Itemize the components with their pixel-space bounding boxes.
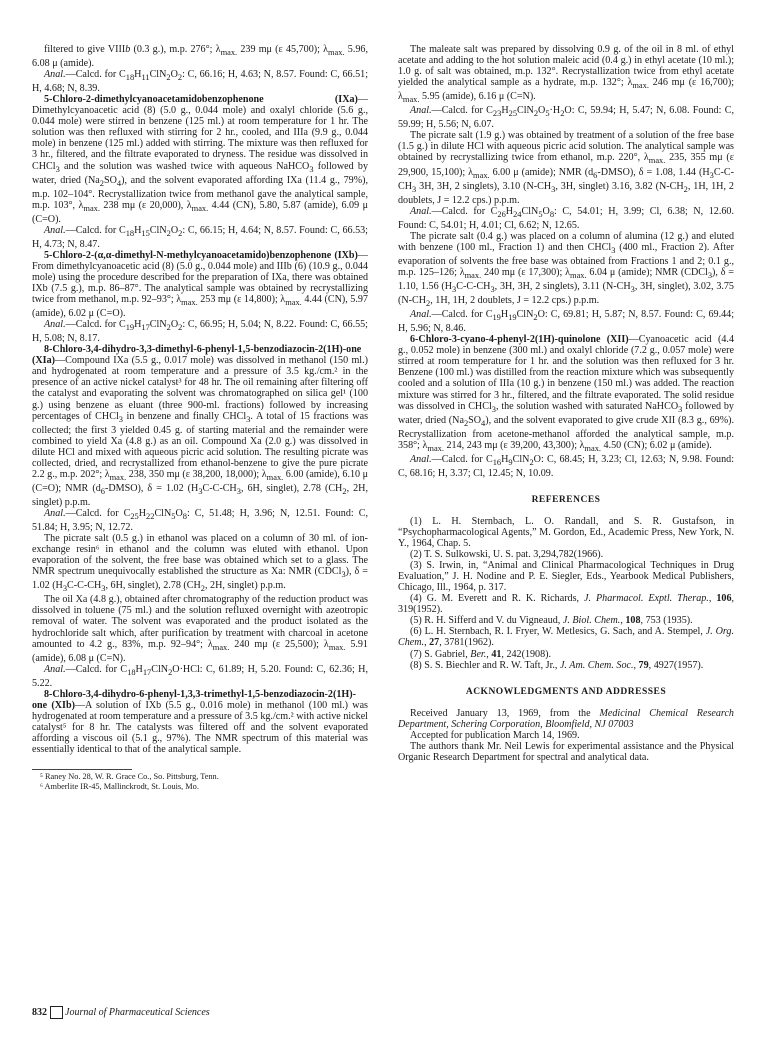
paragraph: The picrate salt (0.4 g.) was placed on a column of alumina (12 g.) and eluted with benzene (100 ml., Fraction 1) and then CHCl$_3$ (400 ml., Fraction 2). After evaporation of solvents the free base was obtained from Fractions 1 and 2; 0.1 g., m.p. 125–126; $\lambda_{max.}$ 240 mμ (ε 17,300); $\lambda_{max.}$ 6.04 μ (amide); NMR (CDCl$_3$), δ = 1.10, 1.56 ($H_3C-C-CH_3$, 3H, 3H, 2 singlets), 3.11 ($N-CH_3$, 3H, singlet), 3.02, 3.75 ($N-CH_2$, 1H, 1H, 2 doublets, J = 12.2 cps.) p.p.m. bbox=[398, 230, 734, 309]
paragraph: Anal.—Calcd. for $C_{19}H_{19}ClN_2O$: C, 69.81; H, 5.87; N, 8.57. Found: C, 69.44; H, 5.96; N, 8.46. bbox=[398, 309, 734, 335]
reference-item: (3) S. Irwin, in, “Animal and Clinical Pharmacological Techniques in Drug Evaluation,” J. H. Nodine and P. E. Siegler, Eds., Yearbook Medical Publishers, Chicago, Ill., 1964, p. 317. bbox=[398, 560, 734, 594]
paragraph: Received January 13, 1969, from the Medicinal Chemical Research Department, Schering Corporation, Bloomfield, NJ 07003 bbox=[398, 707, 734, 730]
paragraph: Anal.—Calcd. for $C_{19}H_{17}ClN_2O_2$: C, 66.95; H, 5.04; N, 8.22. Found: C, 66.55; H, 5.08; N, 8.17. bbox=[32, 319, 368, 345]
paragraph: The oil Xa (4.8 g.), obtained after chromatography of the reduction product was dissolved in toluene (75 ml.) and the solution refluxed overnight with azeotropic removal of water. The solvent was evaporated and the product isolated as the hydrochloride salt which, after purification by treatment with charcoal in acetone amounted to 4.2 g., 83%, m.p. 92–94°; $\lambda_{max.}$ 240 mμ (ε 25,500); $\lambda_{max.}$ 5.91 (amide), 6.08 μ (C=N). bbox=[32, 594, 368, 664]
page-number: 832 bbox=[32, 1007, 47, 1018]
paragraph: Anal.—Calcd. for $C_{18}H_{15}ClN_2O_2$: C, 66.15; H, 4.64; N, 8.57. Found: C, 66.53; H, 4.73; N, 8.47. bbox=[32, 224, 368, 250]
paragraph: Anal.—Calcd. for $C_{25}H_{22}ClN_5O_8$: C, 51.48; H, 3.96; N, 12.51. Found: C, 51.84; H, 3.95; N, 12.72. bbox=[32, 508, 368, 534]
left-column bbox=[32, 44, 368, 791]
paragraph: Accepted for publication March 14, 1969. bbox=[410, 729, 580, 741]
reference-item: (4) G. M. Everett and R. K. Richards, J. Pharmacol. Exptl. Therap., 106, 319(1952). bbox=[398, 593, 735, 616]
reference-item: (8) S. S. Biechler and R. W. Taft, Jr., J. Am. Chem. Soc., 79, 4927(1957). bbox=[410, 659, 704, 671]
paragraph: Anal.—Calcd. for $C_{18}H_{11}ClN_2O_2$: C, 66.16; H, 4.63; N, 8.57. Found: C, 66.51; H, 4.68; N, 8.39. bbox=[32, 69, 368, 95]
paragraph: The authors thank Mr. Neil Lewis for experimental assistance and the Physical Organic Research Department for spectral and analytical data. bbox=[398, 740, 734, 763]
reference-item: (2) T. S. Sulkowski, U. S. pat. 3,294,782(1966). bbox=[410, 549, 604, 561]
reference-item: (7) S. Gabriel, Ber., 41, 242(1908). bbox=[410, 648, 552, 660]
paragraph: 8-Chloro-3,4-dihydro-6-phenyl-1,3,3-trimethyl-1,5-benzodiazocin-2(1H)-one (XIb)—A solution of IXb (5.5 g., 0.016 mole) in methanol (100 ml.) was hydrogenated at room temperature and a pressure of 3.5 kg./cm.² with active nickel catalyst⁵ for 8 hr. The catalysts was filtered off and the solvent evaporated affording a viscous oil (5.1 g., 97%). The NMR spectrum of this material was essentially identical to that of the analytical sample. bbox=[32, 688, 368, 756]
section-heading: ACKNOWLEDGMENTS AND ADDRESSES bbox=[465, 686, 667, 697]
paragraph: The maleate salt was prepared by dissolving 0.9 g. of the oil in 8 ml. of ethyl acetate and adding to the hot solution maleic acid (0.4 g.) in ethyl acetate (10 ml.); 1.0 g. of salt was obtained, m.p. 132°. Recrystallization twice from ethyl acetate yielded the analytical sample as a hydrate, m.p. 132°; $\lambda_{max.}$ 246 mμ (ε 16,700); $\lambda_{max.}$ 5.95 (amide), 6.16 μ (C=N). bbox=[398, 44, 734, 105]
journal-name: Journal of Pharmaceutical Sciences bbox=[65, 1007, 210, 1018]
paragraph: 5-Chloro-2-(α,α-dimethyl-N-methylcyanoacetamido)benzophenone (IXb)—From dimethylcyanoacetic acid (8) (5.0 g., 0.044 mole) and IIIb (6) (10.9 g., 0.044 mole) using the procedure described for the preparation of IXa, there was obtained IXb (7.5 g.), m.p. 86–87°. The analytical sample was obtained by recrystallizing twice from methanol, m.p. 92–93°; $\lambda_{max.}$ 253 mμ (ε 14,800); $\lambda_{max.}$ 4.44 (CN), 5.97 (amide), 6.02 μ (C=O). bbox=[32, 249, 368, 320]
reference-item: (1) L. H. Sternbach, L. O. Randall, and S. R. Gustafson, in “Psychopharmacological Agents,” M. Gordon, Ed., Academic Press, New York, N. Y., 1964, Chap. 5. bbox=[398, 515, 734, 550]
paragraph: Anal.—Calcd. for $C_{18}H_{17}ClN_2O\cdot HCl$: C, 61.89; H, 5.20. Found: C, 62.36; H, 5.22. bbox=[32, 663, 368, 689]
paragraph: Anal.—Calcd. for $C_{16}H_9ClN_2O$: C, 68.45; H, 3.23; Cl, 12.63; N, 9.98. Found: C, 68.16; H, 3.37; Cl, 12.45; N, 10.09. bbox=[398, 453, 734, 479]
page-footer bbox=[32, 1006, 210, 1019]
journal-box-icon bbox=[50, 1006, 63, 1019]
section-heading: REFERENCES bbox=[531, 494, 601, 505]
paragraph: The picrate salt (0.5 g.) in ethanol was placed on a column of 30 ml. of ion-exchange resin⁶ in ethanol and the column was eluted with ethanol. Upon evaporation of the solvent, the free base was obtained which set to a glass. The NMR spectrum unequivocally established the structure as Xa: NMR (CDCl$_3$), δ = 1.02 ($H_3C-C-CH_3$, 6H, singlet), 2.78 ($CH_2$, 2H, singlet) p.p.m. bbox=[32, 533, 368, 594]
reference-item: (5) R. H. Sifferd and V. du Vigneaud, J. Biol. Chem., 108, 753 (1935). bbox=[410, 615, 693, 627]
footnote: ⁶ Amberlite IR-45, Mallinckrodt, St. Louis, Mo. bbox=[40, 781, 199, 791]
paragraph: 5-Chloro-2-dimethylcyanoacetamidobenzophenone (IXa)—Dimethylcyanoacetic acid (8) (5.0 g., 0.044 mole) and oxalyl chloride (5.6 g., 0.044 mole) were stirred in benzene (125 ml.) at room temperature for 1 hr. The solution was then refluxed with stirring for 2 hr., cooled, and IIIa (9.9 g., 0.044 mole) in benzene (125 ml.) added with stirring. The mixture was then refluxed for 3 hr., filtered, and the filtrate evaporated to dryness. The residue was dissolved in CHCl$_3$ and the solution was washed twice with aqueous NaHCO$_3$ followed by water, dried $(Na_2SO_4)$, and the solvent evaporated affording IXa (11.4 g., 79%), m.p. 102–104°. Recrystallization twice from methanol gave the analytical sample, m.p. 103°, $\lambda_{max.}$ 238 mμ (ε 20,000), $\lambda_{max.}$ 4.44 (CN), 5.80, 5.87 (amide), 6.09 μ (C=O). bbox=[32, 94, 369, 225]
paragraph: The picrate salt (1.9 g.) was obtained by treatment of a solution of the free base (1.5 g.) in dilute HCl with aqueous picric acid solution. The analytical sample was obtained by recrystallizing twice from ethanol, m.p. 220°, $\lambda_{max.}$ 235, 355 mμ (ε 29,900, 15,100); $\lambda_{max.}$ 6.00 μ (amide); NMR $(d_6-DMSO)$, δ = 1.08, 1.44 ($H_3C-C-CH_3$ 3H, 3H, 2 singlets), 3.10 ($N-CH_3$, 3H, singlet) 3.16, 3.82 ($N-CH_2$, 1H, 1H, 2 doublets, J = 12.2 cps.) p.p.m. bbox=[398, 130, 734, 206]
paragraph: Anal.—Calcd. for $C_{23}H_{25}ClN_2O_5\cdot H_2O$: C, 59.94; H, 5.47; N, 6.08. Found: C, 59.99; H, 5.56; N, 6.07. bbox=[398, 105, 734, 131]
paragraph: Anal.—Calcd. for $C_{26}H_{24}ClN_5O_8$: C, 54.01; H, 3.99; Cl, 6.38; N, 12.60. Found: C, 54.01; H, 4.01; Cl, 6.62; N, 12.65. bbox=[398, 205, 734, 231]
reference-item: (6) L. H. Sternbach, R. I. Fryer, W. Metlesics, G. Sach, and A. Stempel, J. Org. Chem., 27, 3781(1962). bbox=[398, 626, 734, 649]
paragraph: 8-Chloro-3,4-dihydro-3,3-dimethyl-6-phenyl-1,5-benzodiazocin-2(1H)-one (XIa)—Compound IXa (5.5 g., 0.017 mole) was dissolved in methanol (150 ml.) and hydrogenated at room temperature and a pressure of 3.5 kg./cm.² in the presence of an active nickel catalyst³ for 48 hr. The oil remaining after filtering off the catalyst and evaporating the solvent was chromatographed on silica gel¹ (100 g.) using benzene as eluant (three 900-ml. fractions) followed by increasing percentages of CHCl$_3$ in benzene and finally CHCl$_3$. A total of 15 fractions was collected; the first 3 yielded 0.45 g. of starting material and the remainder were combined to yield Xa (4.8 g.) as an oil. Compound Xa (2.0 g.) was dissolved in dilute HCl and mixed with aqueous picric acid solution. The resulting picrate was collected, dried, and recrystallized from ethanol-benzene to give the pure picrate 2.2 g., m.p. 202°; $\lambda_{max.}$ 238, 350 mμ (ε 38,200, 18,000); $\lambda_{max.}$ 6.00 (amide), 6.10 μ (C=O); NMR $(d_6-DMSO)$, δ = 1.02 ($H_3C-C-CH_3$, 6H, singlet), 2.78 ($CH_2$, 2H, singlet) p.p.m. bbox=[32, 344, 369, 508]
footnote: ⁵ Raney No. 28, W. R. Grace Co., So. Pittsburg, Tenn. bbox=[40, 772, 219, 782]
paragraph: filtered to give VIIIb (0.3 g.), m.p. 276°; $\lambda_{max.}$ 239 mμ (ε 45,700); $\lambda_{max.}$ 5.96, 6.08 μ (amide). bbox=[32, 44, 368, 70]
footnote-separator bbox=[32, 769, 132, 770]
paragraph: 6-Chloro-3-cyano-4-phenyl-2(1H)-quinolone (XII)—Cyanoacetic acid (4.4 g., 0.052 mole) in benzene (300 ml.) and oxalyl chloride (7.2 g., 0.057 mole) were stirred at room temperature for 1 hr. and the solution was then refluxed for 3 hr. Benzene (100 ml.) was distilled from the reaction mixture which was subsequently cooled and a solution of IIIa (10 g.) in benzene (150 ml.) was added. The reaction mixture was stirred for 3 hr., filtered, and the filtrate evaporated. The solid residue was dissolved in CHCl$_3$, the solution washed with saturated NaHCO$_3$ followed by water, dried $(Na_2SO_4)$, and the solvent evaporated to give crude XII (8.3 g., 69%). Recrystallization from acetone-methanol afforded the analytical sample, m.p. 358°; $\lambda_{max.}$ 214, 243 mμ (ε 39,200, 43,300); $\lambda_{max.}$ 4.50 (CN); 6.02 μ (amide). bbox=[398, 334, 734, 453]
right-column bbox=[398, 44, 734, 763]
